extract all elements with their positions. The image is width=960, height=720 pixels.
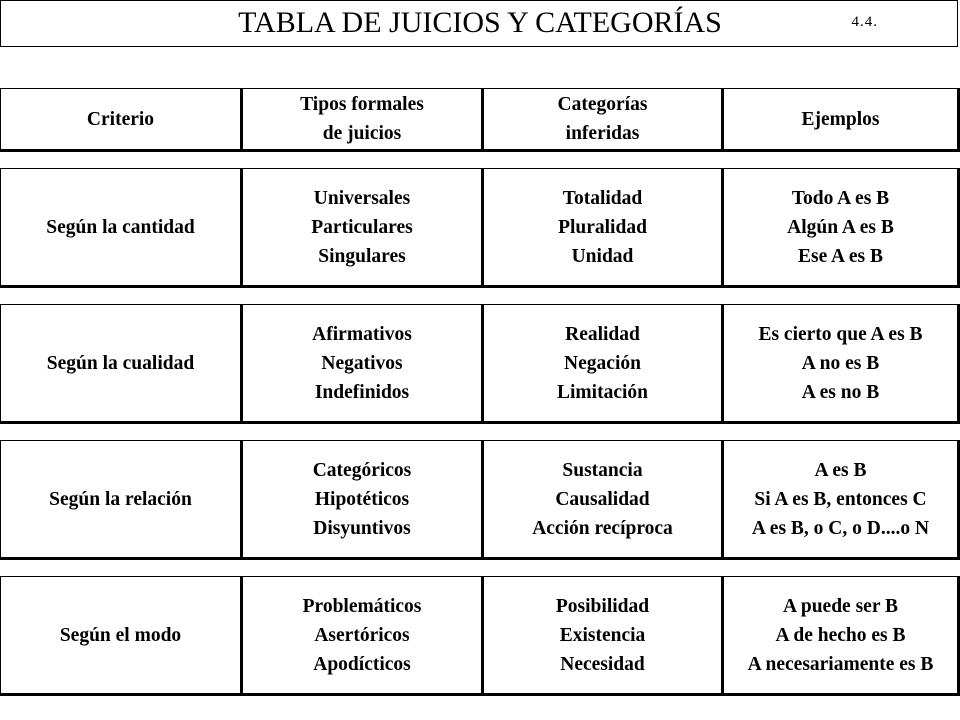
tipo-item: Categóricos	[312, 459, 412, 481]
tipos-cell	[240, 577, 481, 693]
header-criterio	[1, 89, 240, 149]
tipo-item: Singulares	[318, 245, 406, 267]
tipo-item: Asertóricos	[314, 624, 410, 646]
tipo-item: Hipotéticos	[314, 488, 410, 510]
categorias-cell	[481, 577, 721, 693]
criterio-cell	[1, 169, 240, 285]
ejemplo-item: Todo A es B	[791, 187, 890, 209]
table-row	[0, 440, 960, 560]
categoria-item: Existencia	[559, 624, 646, 646]
section-number: 4.4.	[851, 14, 878, 30]
ejemplo-item: A es B, o C, o D....o N	[751, 517, 930, 539]
header-ejemplos	[721, 89, 957, 149]
header-categorias	[481, 89, 721, 149]
header-ejemplos-line: Ejemplos	[801, 108, 880, 130]
categoria-item: Unidad	[571, 245, 634, 267]
ejemplos-cell	[721, 441, 957, 557]
ejemplo-item: Ese A es B	[797, 245, 884, 267]
tipos-cell	[240, 441, 481, 557]
ejemplo-item: Si A es B, entonces C	[754, 488, 927, 510]
criterio-cell	[1, 305, 240, 421]
tipos-cell	[240, 305, 481, 421]
categoria-item: Limitación	[557, 381, 648, 403]
criterio-label: Según la cualidad	[46, 352, 195, 374]
categoria-item: Totalidad	[562, 187, 643, 209]
table-header	[0, 88, 960, 152]
tipo-item: Universales	[313, 187, 411, 209]
tipo-item: Indefinidos	[314, 381, 410, 403]
header-categorias-line: Categorías	[557, 94, 648, 115]
categoria-item: Negación	[564, 352, 641, 374]
categorias-cell	[481, 169, 721, 285]
categoria-item: Sustancia	[562, 459, 643, 481]
categoria-item: Realidad	[565, 323, 640, 345]
header-tipos	[240, 89, 481, 149]
categoria-item: Posibilidad	[555, 595, 650, 617]
criterio-cell	[1, 577, 240, 693]
ejemplo-item: A de hecho es B	[775, 624, 906, 646]
ejemplo-item: A no es B	[801, 352, 880, 374]
ejemplo-item: Es cierto que A es B	[758, 323, 923, 345]
categoria-item: Acción recíproca	[532, 517, 673, 539]
ejemplos-cell	[721, 577, 957, 693]
tipo-item: Apodícticos	[313, 653, 411, 675]
criterio-label: Según el modo	[59, 624, 182, 646]
header-tipos-line: Tipos formales	[300, 94, 424, 115]
tipo-item: Particulares	[311, 216, 413, 238]
categoria-item: Pluralidad	[558, 216, 647, 238]
categorias-cell	[481, 305, 721, 421]
ejemplo-item: A es B	[814, 459, 867, 481]
criterio-label: Según la relación	[49, 488, 192, 510]
ejemplo-item: A necesariamente es B	[747, 653, 934, 675]
categorias-cell	[481, 441, 721, 557]
criterio-label: Según la cantidad	[46, 216, 195, 238]
categoria-item: Causalidad	[555, 488, 650, 510]
header-categorias-line: inferidas	[565, 123, 640, 144]
ejemplo-item: Algún A es B	[787, 216, 894, 238]
table-row	[0, 304, 960, 424]
categoria-item: Necesidad	[560, 653, 645, 675]
header-criterio-line: Criterio	[86, 108, 155, 130]
tipo-item: Problemáticos	[302, 595, 422, 617]
table-row	[0, 168, 960, 288]
ejemplos-cell	[721, 305, 957, 421]
criterio-cell	[1, 441, 240, 557]
header-tipos-line: de juicios	[322, 123, 402, 144]
tipos-cell	[240, 169, 481, 285]
tipo-item: Disyuntivos	[313, 517, 411, 539]
tipo-item: Negativos	[321, 352, 403, 374]
tipo-item: Afirmativos	[312, 323, 412, 345]
ejemplo-item: A es no B	[801, 381, 880, 403]
ejemplos-cell	[721, 169, 957, 285]
table-row	[0, 576, 960, 696]
ejemplo-item: A puede ser B	[782, 595, 899, 617]
page-title: TABLA DE JUICIOS Y CATEGORÍAS	[238, 6, 722, 39]
